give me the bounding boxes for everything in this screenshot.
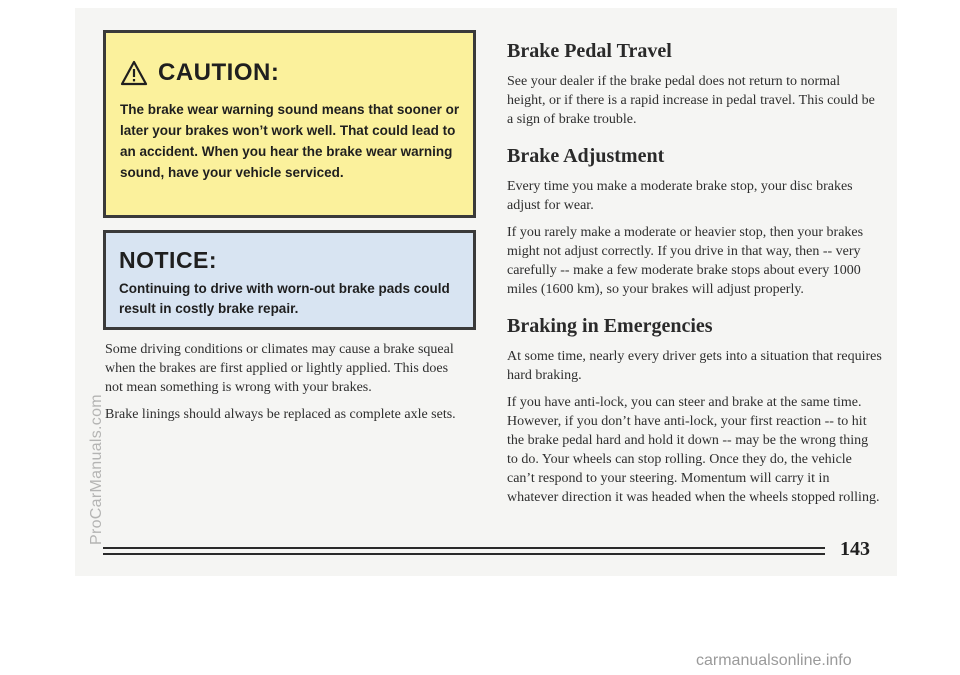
right-column	[507, 38, 882, 515]
paragraph-brake-linings: Brake linings should always be replaced as complete axle sets.	[105, 407, 456, 422]
notice-text: Continuing to drive with worn-out brake pads could result in costly brake repair.	[119, 281, 450, 316]
left-column	[105, 340, 465, 432]
warning-triangle-icon	[120, 60, 148, 86]
paragraph-brake-squeal: Some driving conditions or climates may cause a brake squeal when the brakes are first applied or lightly applied. This does not mean something is wrong with your brakes.	[105, 342, 454, 395]
footer-rule-bottom	[103, 553, 825, 555]
paragraph-moderate-stops: If you rarely make a moderate or heavier stop, then your brakes might not adjust correctly. If you drive in that way, then -- very carefully -- make a few moderate brake stops about every 1000 miles (1600 km), so your brakes will adjust properly.	[507, 225, 864, 297]
heading-brake-adjustment: Brake Adjustment	[507, 145, 665, 167]
caution-title: CAUTION:	[158, 59, 280, 86]
paragraph-pedal-travel: See your dealer if the brake pedal does not return to normal height, or if there is a rapid increase in pedal travel. This could be a sign of brake trouble.	[507, 74, 875, 127]
footer-rule-top	[103, 547, 825, 549]
notice-box	[103, 230, 476, 330]
heading-brake-pedal-travel: Brake Pedal Travel	[507, 40, 672, 62]
side-watermark: ProCarManuals.com	[88, 394, 105, 545]
page-number: 143	[840, 538, 870, 560]
caution-text: The brake wear warning sound means that sooner or later your brakes won’t work well. That could lead to an accident. When you hear the brake wear warning sound, have your vehicle serviced.	[120, 102, 460, 180]
caution-header	[120, 59, 279, 87]
heading-braking-in-emergencies: Braking in Emergencies	[507, 315, 713, 337]
paragraph-hard-braking: At some time, nearly every driver gets into a situation that requires hard braking.	[507, 349, 882, 383]
notice-title: NOTICE:	[119, 247, 218, 273]
caution-box	[103, 30, 476, 218]
paragraph-anti-lock: If you have anti-lock, you can steer and brake at the same time. However, if you don’t have anti-lock, your first reaction -- to hit the brake pedal hard and hold it down -- may be the wrong thing to do. Your wheels can stop rolling. Once they do, the vehicle can’t respond to your steering. Momentum will carry it in whatever direction it was headed when the wheels stopped rolling.	[507, 395, 880, 505]
bottom-watermark: carmanualsonline.info	[696, 652, 852, 669]
paragraph-adjust-for-wear: Every time you make a moderate brake stop, your disc brakes adjust for wear.	[507, 179, 853, 213]
